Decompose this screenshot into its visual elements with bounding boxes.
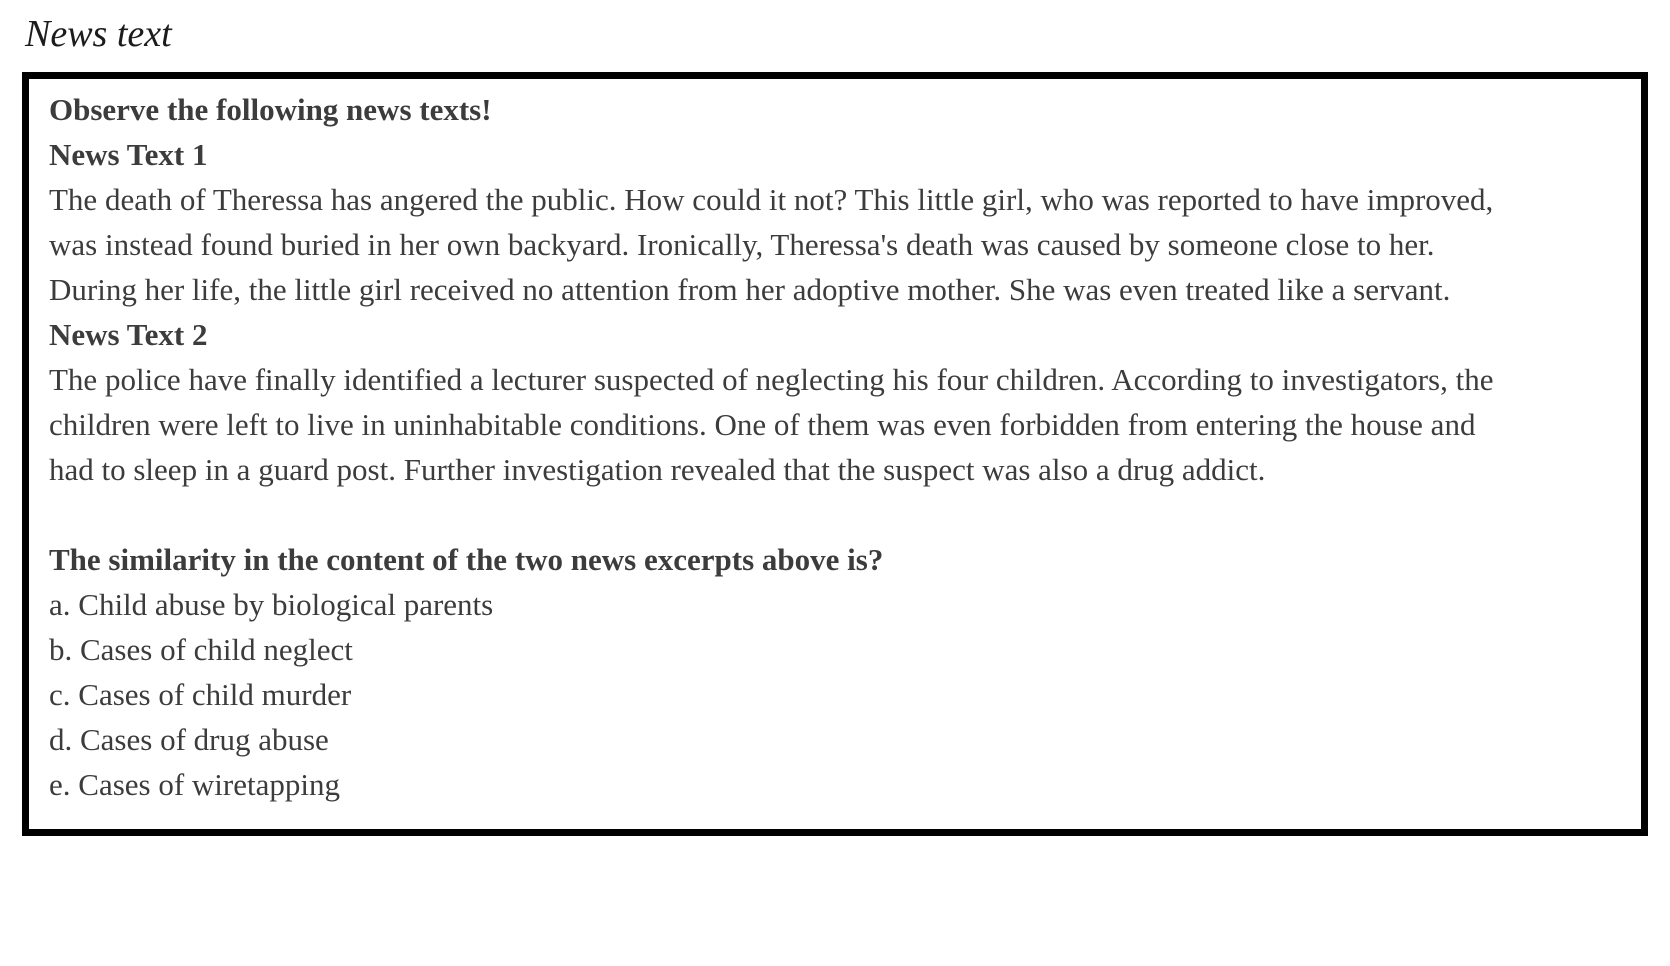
option-a <box>49 582 1517 627</box>
news-text-panel <box>22 72 1648 836</box>
option-b-letter: b. <box>49 632 73 667</box>
options-list <box>49 582 1517 807</box>
blank-line <box>49 492 1517 537</box>
news-text-1-label: News Text 1 <box>49 137 208 172</box>
option-d <box>49 717 1517 762</box>
option-b-text: Cases of child neglect <box>80 632 353 667</box>
option-e-text: Cases of wiretapping <box>78 767 340 802</box>
news-text-1-body: The death of Theressa has angered the public. How could it not? This little girl, who was reported to have improved, was instead found buried in her own backyard. Ironically, Theressa's death was caused by someone close to her. During her life, the little girl received no attention from her adoptive mother. She was even treated like a servant. <box>49 182 1494 307</box>
question-text: The similarity in the content of the two news excerpts above is? <box>49 542 884 577</box>
instruction-heading: Observe the following news texts! <box>49 92 492 127</box>
option-d-letter: d. <box>49 722 73 757</box>
news-text-2-body: The police have finally identified a lecturer suspected of neglecting his four children. According to investigators, the children were left to live in uninhabitable conditions. One of them was even forbidden from entering the house and had to sleep in a guard post. Further investigation revealed that the suspect was also a drug addict. <box>49 362 1494 487</box>
option-e <box>49 762 1517 807</box>
option-a-text: Child abuse by biological parents <box>78 587 494 622</box>
option-b <box>49 627 1517 672</box>
option-d-text: Cases of drug abuse <box>80 722 329 757</box>
option-c-text: Cases of child murder <box>78 677 352 712</box>
news-text-2-label: News Text 2 <box>49 317 208 352</box>
option-e-letter: e. <box>49 767 71 802</box>
option-c <box>49 672 1517 717</box>
option-a-letter: a. <box>49 587 71 622</box>
option-c-letter: c. <box>49 677 71 712</box>
page-title: News text <box>25 13 172 55</box>
